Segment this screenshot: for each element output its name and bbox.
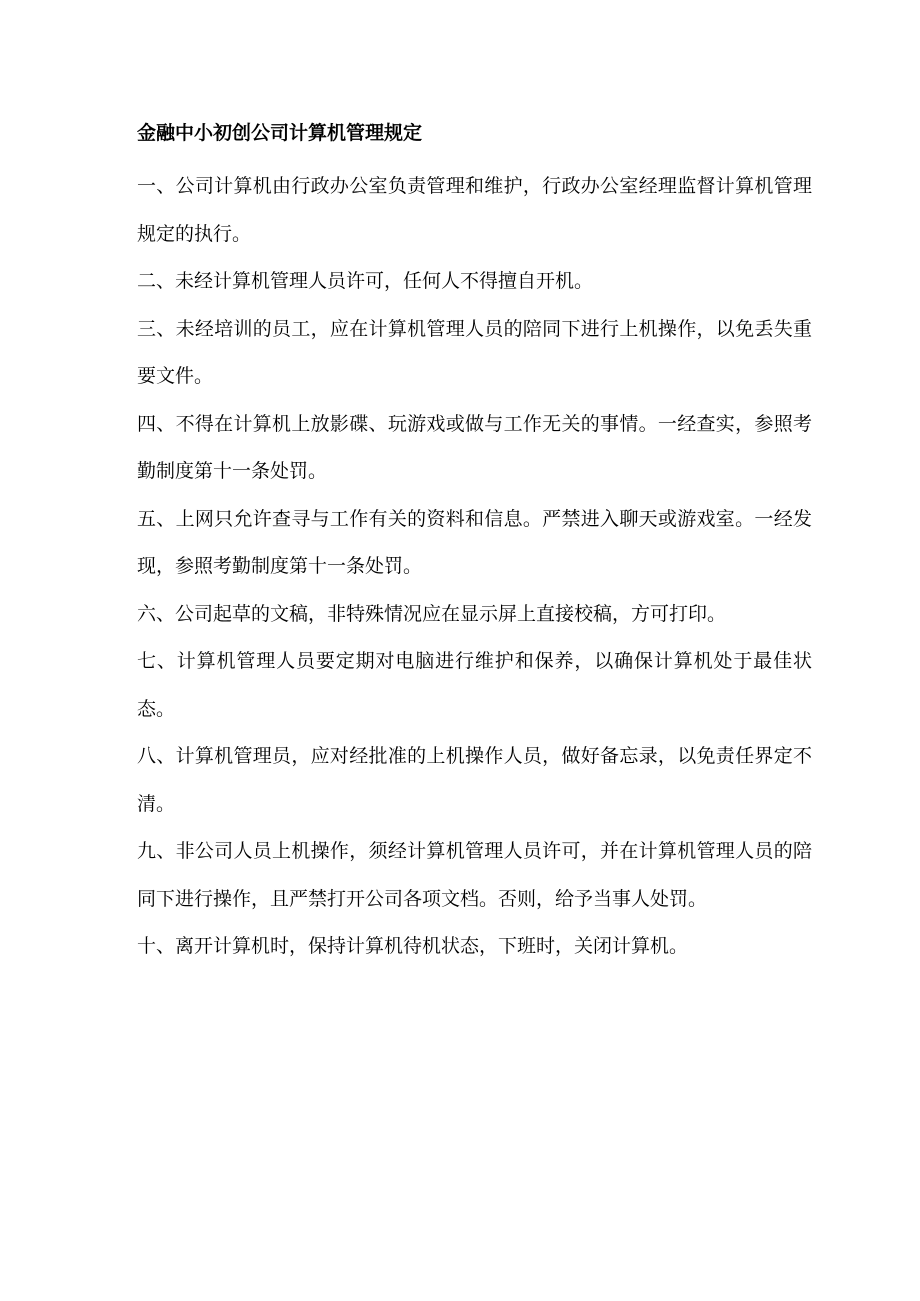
document-title: 金融中小初创公司计算机管理规定 xyxy=(137,122,423,144)
rule-item: 九、非公司人员上机操作，须经计算机管理人员许可，并在计算机管理人员的陪同下进行操作，且严禁打开公司各项文档。否则，给予当事人处罚。 xyxy=(137,840,812,910)
rule-item: 七、计算机管理人员要定期对电脑进行维护和保养，以确保计算机处于最佳状态。 xyxy=(137,650,812,720)
rule-item: 一、公司计算机由行政办公室负责管理和维护，行政办公室经理监督计算机管理规定的执行。 xyxy=(137,175,812,245)
rule-item: 二、未经计算机管理人员许可，任何人不得擅自开机。 xyxy=(137,270,594,292)
rule-item: 六、公司起草的文稿，非特殊情况应在显示屏上直接校稿，方可打印。 xyxy=(137,602,727,625)
rule-item: 三、未经培训的员工，应在计算机管理人员的陪同下进行上机操作，以免丢失重要文件。 xyxy=(137,317,812,387)
rule-item: 八、计算机管理员，应对经批准的上机操作人员，做好备忘录，以免责任界定不清。 xyxy=(137,745,812,815)
rules-list xyxy=(137,163,812,971)
rule-item: 十、离开计算机时，保持计算机待机状态，下班时，关闭计算机。 xyxy=(137,935,689,957)
rule-item: 四、不得在计算机上放影碟、玩游戏或做与工作无关的事情。一经查实，参照考勤制度第十一条处罚。 xyxy=(137,412,812,482)
rule-item: 五、上网只允许查寻与工作有关的资料和信息。严禁进入聊天或游戏室。一经发现，参照考勤制度第十一条处罚。 xyxy=(137,507,812,577)
